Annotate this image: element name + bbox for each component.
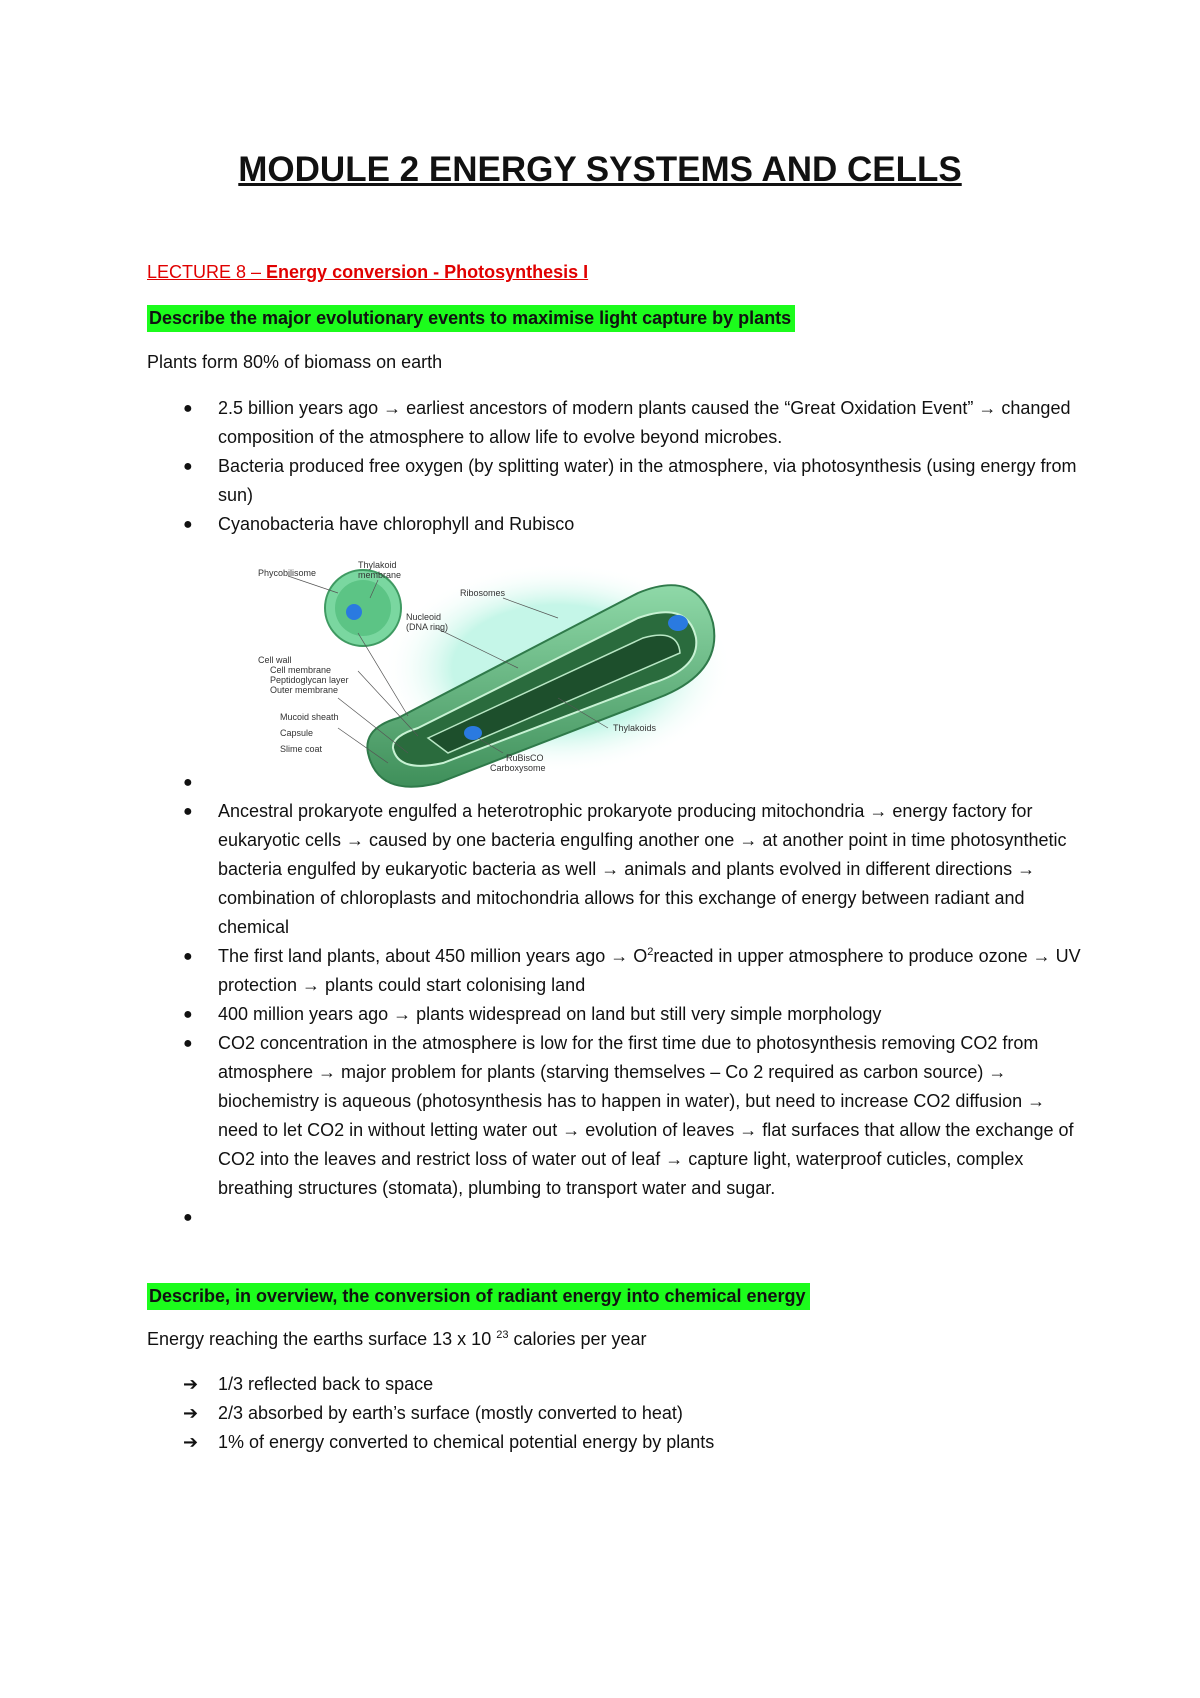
label-ribosomes: Ribosomes xyxy=(460,588,506,598)
section2-intro xyxy=(147,1329,647,1350)
section2-heading: Describe, in overview, the conversion of radiant energy into chemical energy xyxy=(147,1283,810,1310)
bullet-text: CO2 concentration in the atmosphere is low for the first time due to photosynthesis removing CO2 from atmosphere → major problem for plants (starving themselves – Co 2 required as carbon source) → biochemistry is aqueous (photosynthesis has to happen in water), but need to increase CO2 diffusion → need to let CO2 in without letting water out → evolution of leaves → flat surfaces that allow the exchange of CO2 into the leaves and restrict loss of water out of leaf → capture light, waterproof cuticles, complex breathing structures (stomata), plumbing to transport water and sugar. xyxy=(218,1033,1074,1198)
list-item xyxy=(183,1399,714,1428)
carboxysome-shape xyxy=(464,726,482,740)
arrow-icon: ➔ xyxy=(183,1432,199,1452)
bullet-text: 400 million years ago → plants widespread on land but still very simple morphology xyxy=(218,1004,882,1024)
lecture-topic: Energy conversion - Photosynthesis I xyxy=(266,262,589,282)
bullet-text-pre: The first land plants, about 450 million years ago → O xyxy=(218,946,648,966)
list-item xyxy=(183,1370,714,1399)
label-outer-membrane: Outer membrane xyxy=(270,685,339,695)
arrow-icon: ➔ xyxy=(183,1403,199,1423)
bullet-list-a xyxy=(183,394,1083,539)
list-item xyxy=(183,452,1083,510)
label-mucoid-sheath: Mucoid sheath xyxy=(280,712,339,722)
label-slime-coat: Slime coat xyxy=(280,744,323,754)
label-phycobilisome: Phycobilisome xyxy=(258,568,317,578)
label-thylakoids: Thylakoids xyxy=(613,723,657,733)
label-capsule: Capsule xyxy=(280,728,314,738)
bullet-icon: ● xyxy=(183,1035,193,1052)
label-carboxysome: Carboxysome xyxy=(490,763,546,773)
bullet-icon: ● xyxy=(183,803,193,820)
list-item xyxy=(183,1029,1083,1203)
bullet-icon: ● xyxy=(183,774,193,791)
bullet-icon: ● xyxy=(183,1006,193,1023)
arrow-text: 2/3 absorbed by earth’s surface (mostly converted to heat) xyxy=(218,1403,683,1423)
arrow-text: 1% of energy converted to chemical potential energy by plants xyxy=(218,1432,715,1452)
arrow-text: 1/3 reflected back to space xyxy=(218,1374,434,1394)
label-nucleoid-2: (DNA ring) xyxy=(406,622,449,632)
list-item xyxy=(183,942,1083,1000)
label-thylakoid-membrane-1: Thylakoid xyxy=(358,560,397,570)
section1-heading: Describe the major evolutionary events to maximise light capture by plants xyxy=(147,305,795,332)
list-item xyxy=(183,1428,714,1457)
bullet-text: Cyanobacteria have chlorophyll and Rubisco xyxy=(218,514,575,534)
label-rubisco: RuBisCO xyxy=(506,753,544,763)
intro-post: calories per year xyxy=(508,1329,647,1349)
list-item-empty xyxy=(183,1203,1083,1232)
phycobilisome-inner xyxy=(335,580,391,636)
arrow-icon: ➔ xyxy=(183,1374,199,1394)
bullet-text: Bacteria produced free oxygen (by splitting water) in the atmosphere, via photosynthesis (using energy from sun) xyxy=(218,456,1077,505)
label-peptidoglycan: Peptidoglycan layer xyxy=(270,675,349,685)
bullet-icon: ● xyxy=(183,516,193,533)
arrow-list xyxy=(183,1370,714,1457)
ribosome-shape xyxy=(668,615,688,631)
bullet-text: Ancestral prokaryote engulfed a heterotrophic prokaryote producing mitochondria → energy factory for eukaryotic cells → caused by one bacteria engulfing another one → at another point in time photosynthetic bacteria engulfed by eukaryotic bacteria as well → animals and plants evolved in different directions → combination of chloroplasts and mitochondria allows for this exchange of energy between radiant and chemical xyxy=(218,801,1067,937)
list-item xyxy=(183,1000,1083,1029)
bullet-icon: ● xyxy=(183,458,193,475)
list-item-empty xyxy=(183,768,1083,797)
cyanobacteria-diagram xyxy=(258,548,728,788)
list-item xyxy=(183,394,1083,452)
list-item xyxy=(183,510,1083,539)
page-title: MODULE 2 ENERGY SYSTEMS AND CELLS xyxy=(238,150,962,189)
superscript: 23 xyxy=(496,1329,509,1341)
list-item xyxy=(183,797,1083,942)
bullet-text: 2.5 billion years ago → earliest ancestors of modern plants caused the “Great Oxidation Event” → changed composition of the atmosphere to allow life to evolve beyond microbes. xyxy=(218,398,1071,447)
bullet-list-b xyxy=(183,768,1083,1232)
section1-intro: Plants form 80% of biomass on earth xyxy=(147,352,443,372)
bullet-icon: ● xyxy=(183,400,193,417)
label-thylakoid-membrane-2: membrane xyxy=(358,570,402,580)
bullet-icon: ● xyxy=(183,948,193,965)
label-cell-wall: Cell wall xyxy=(258,655,292,665)
label-cell-membrane: Cell membrane xyxy=(270,665,332,675)
label-nucleoid-1: Nucleoid xyxy=(406,612,442,622)
intro-pre: Energy reaching the earths surface 13 x 10 xyxy=(147,1329,497,1349)
lecture-prefix: LECTURE 8 – xyxy=(147,262,267,282)
bullet-text-post: reacted in upper atmosphere to produce ozone → UV protection → plants could start colonising land xyxy=(218,946,1081,995)
superscript: 2 xyxy=(647,946,654,958)
bullet-icon: ● xyxy=(183,1209,193,1226)
lecture-heading xyxy=(147,262,588,283)
phycobilisome-core xyxy=(346,604,362,620)
